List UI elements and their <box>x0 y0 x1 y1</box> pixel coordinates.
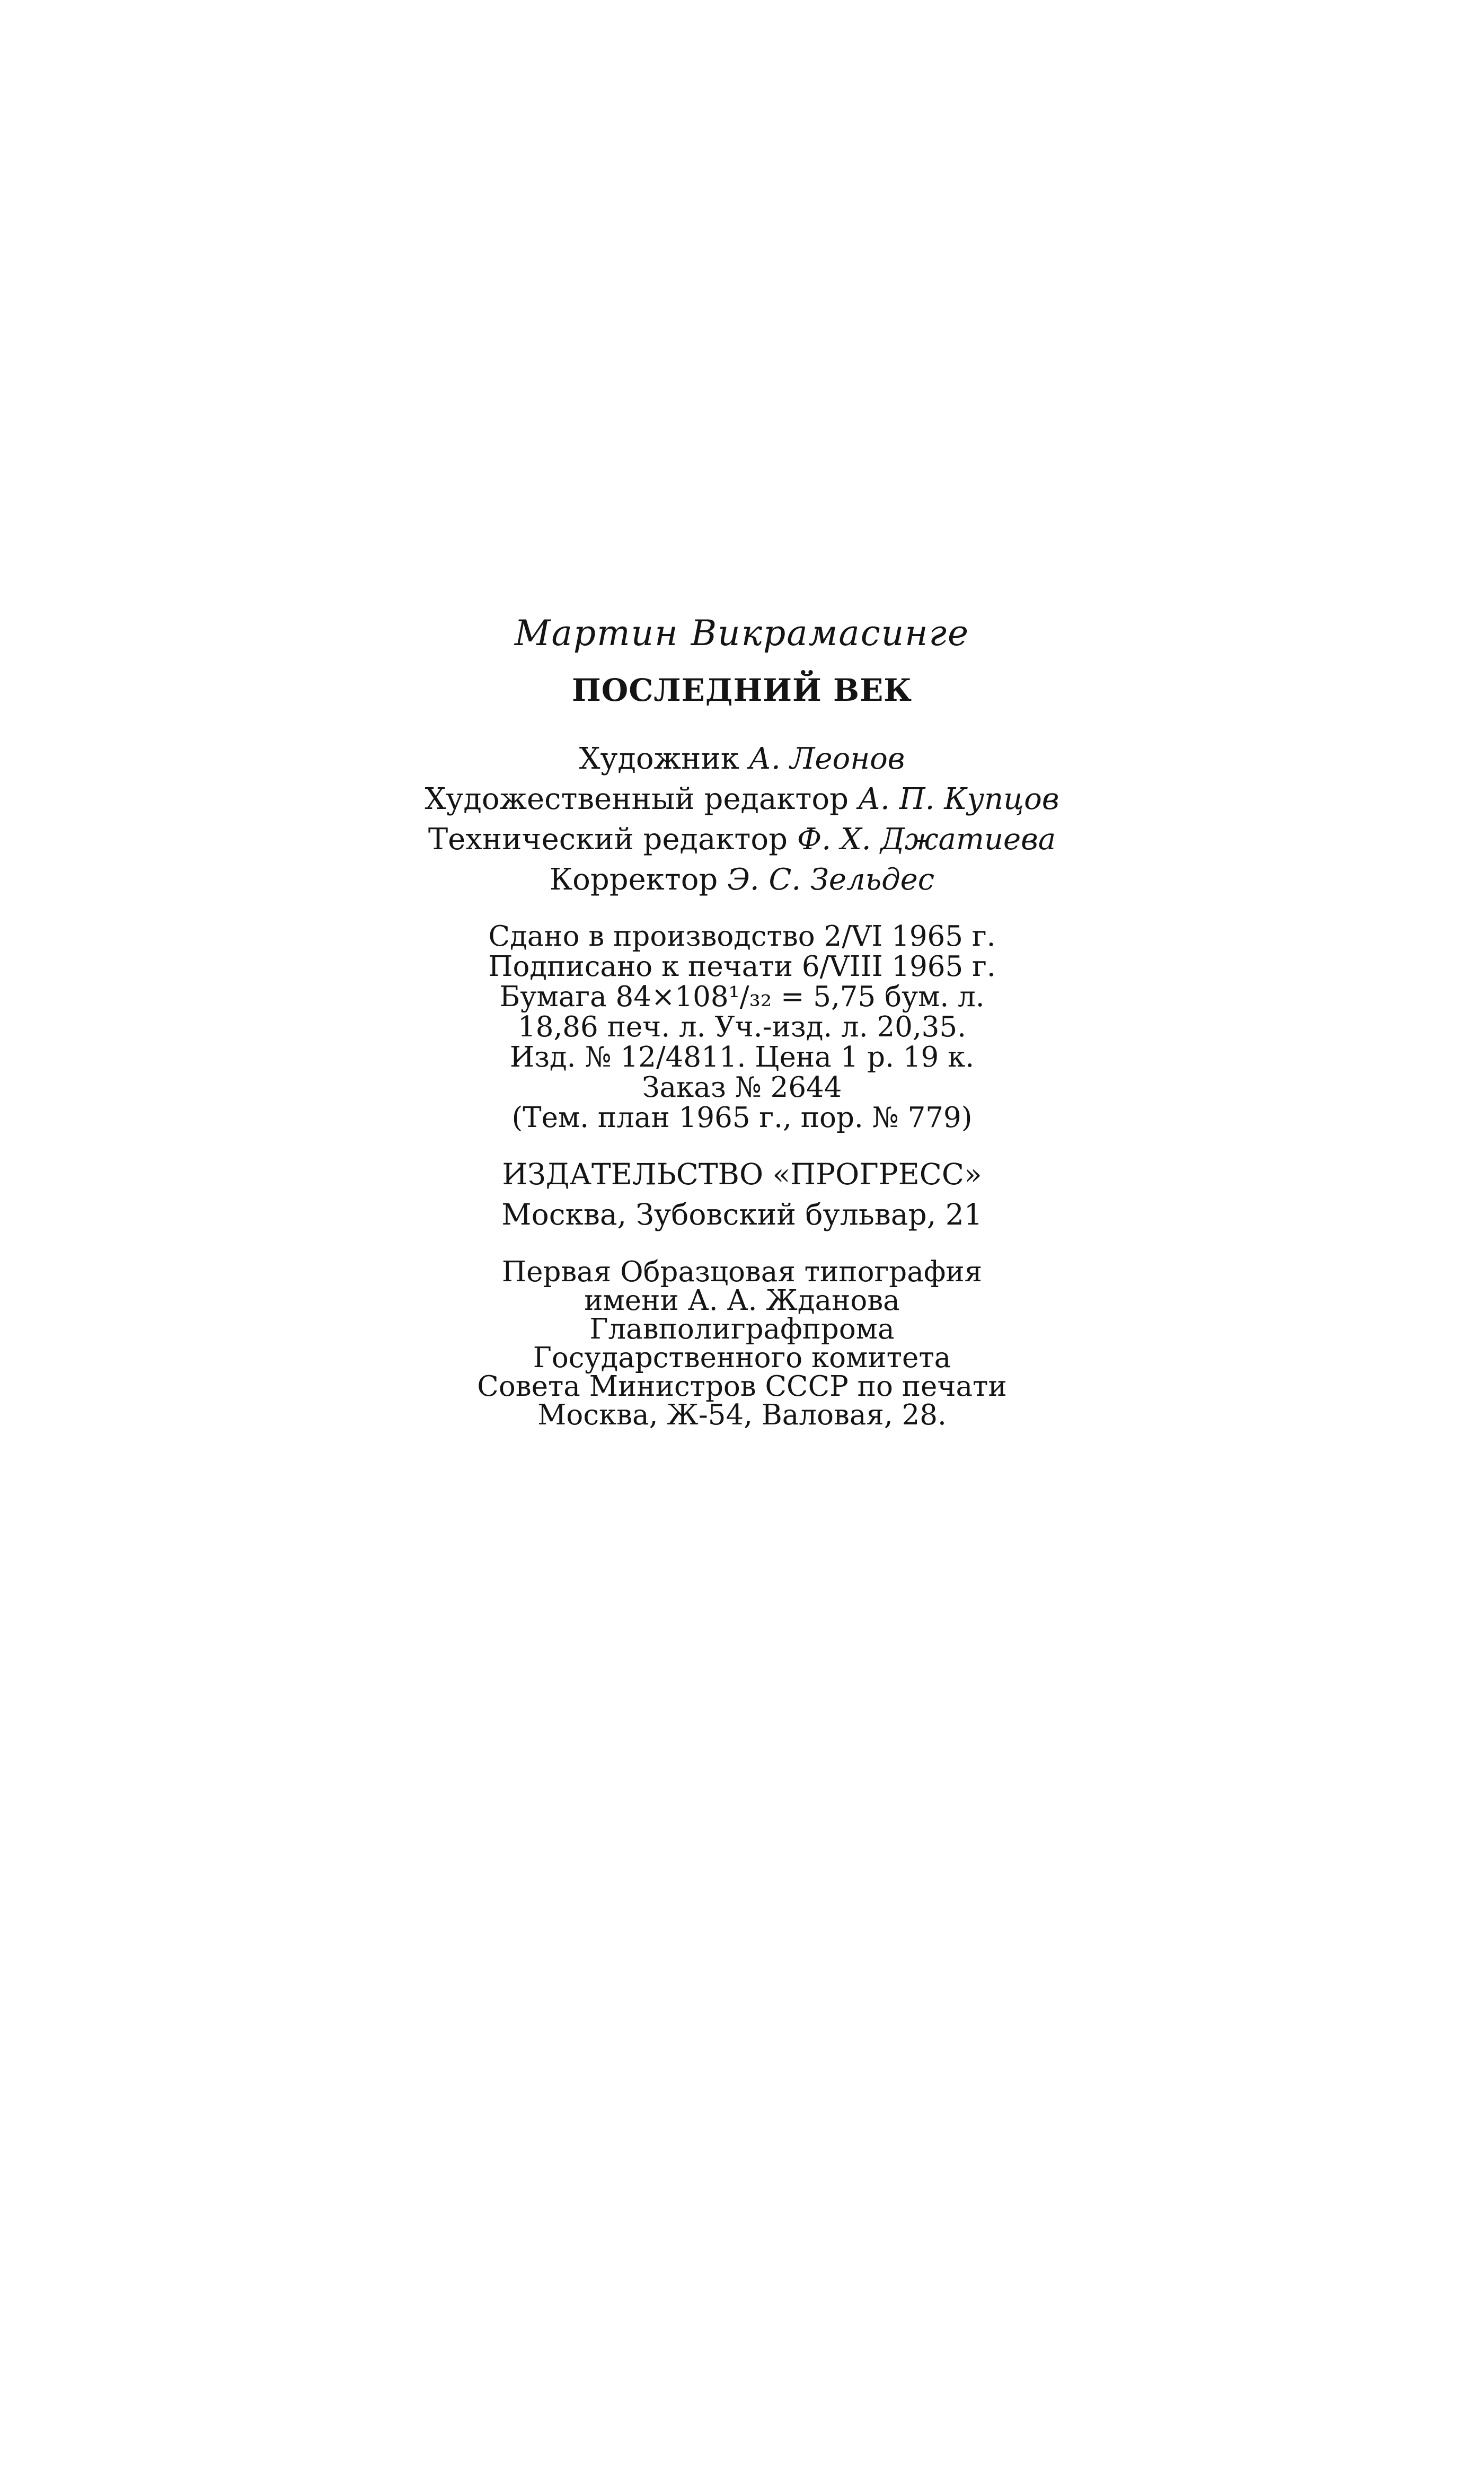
credit-name: А. Леонов <box>748 742 905 776</box>
credit-role: Корректор <box>549 862 718 897</box>
credits-block <box>0 739 1484 900</box>
credit-role: Художественный редактор <box>425 782 849 816</box>
printer-block <box>0 1258 1484 1430</box>
printer-line: Государственного комитета <box>533 1342 951 1374</box>
print-specs-block <box>0 921 1484 1133</box>
printer-line: Первая Образцовая типография <box>501 1256 983 1288</box>
credit-line-proofreader <box>0 860 1484 900</box>
credit-line-artist <box>0 739 1484 779</box>
credit-line-tech-editor <box>0 820 1484 860</box>
credit-role: Технический редактор <box>428 822 788 857</box>
spec-line: Изд. № 12/4811. Цена 1 р. 19 к. <box>509 1041 975 1073</box>
spec-line: 18,86 печ. л. Уч.-изд. л. 20,35. <box>518 1011 966 1043</box>
spec-line: Подписано к печати 6/VIII 1965 г. <box>488 950 996 983</box>
book-title: ПОСЛЕДНИЙ ВЕК <box>571 672 913 708</box>
printer-line: Москва, Ж-54, Валовая, 28. <box>537 1399 947 1431</box>
spec-line: Сдано в производство 2/VI 1965 г. <box>488 920 996 953</box>
publisher-address: Москва, Зубовский бульвар, 21 <box>501 1198 983 1231</box>
publisher-block <box>0 1154 1484 1235</box>
credit-name: Ф. Х. Джатиева <box>797 822 1056 857</box>
spec-line: Заказ № 2644 <box>642 1071 842 1104</box>
printer-line: Совета Министров СССР по печати <box>477 1370 1007 1403</box>
credit-name: Э. С. Зельдес <box>727 862 935 897</box>
publisher-name: ИЗДАТЕЛЬСТВО «ПРОГРЕСС» <box>502 1157 982 1191</box>
spec-line: (Тем. план 1965 г., пор. № 779) <box>511 1102 973 1134</box>
credit-line-art-editor <box>0 779 1484 820</box>
credit-role: Художник <box>579 742 739 776</box>
printer-line: имени А. А. Жданова <box>584 1284 900 1317</box>
author-name: Мартин Викрамасинге <box>514 613 970 654</box>
spec-line: Бумага 84×108¹/₃₂ = 5,75 бум. л. <box>499 981 985 1013</box>
printer-line: Главполиграфпрома <box>589 1313 895 1345</box>
credit-name: А. П. Купцов <box>858 782 1059 816</box>
imprint-page <box>0 610 1484 1430</box>
